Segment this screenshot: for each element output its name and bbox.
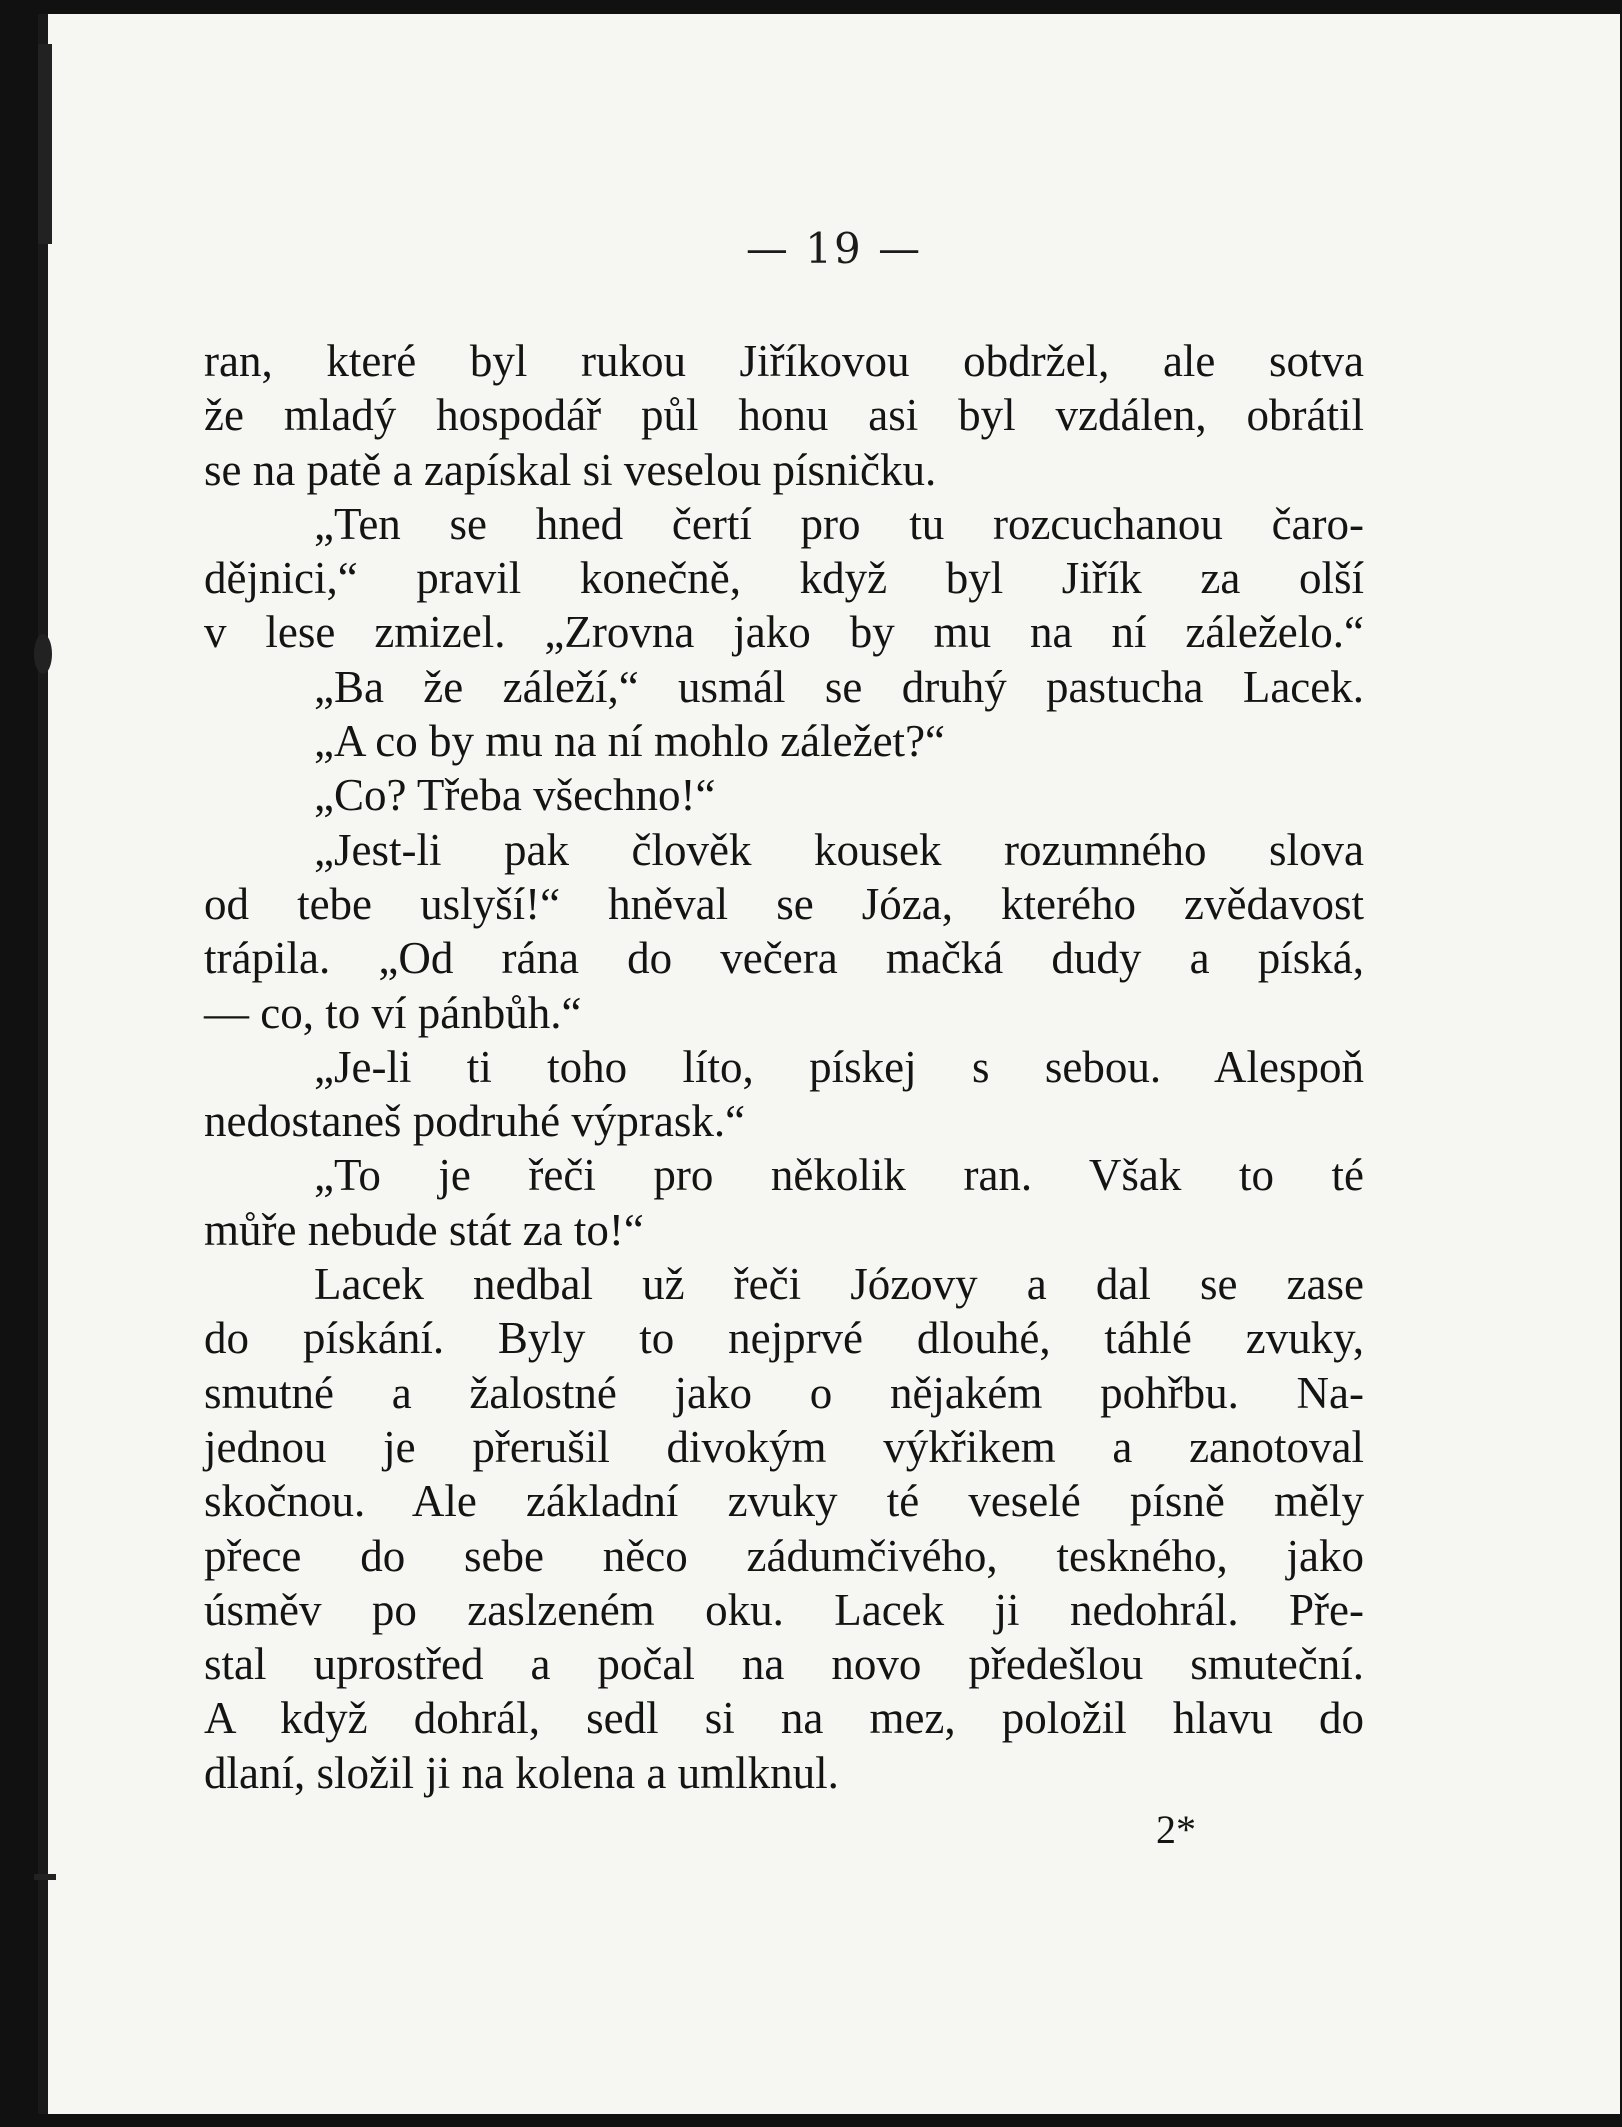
page-number: — 19 —	[745, 224, 923, 273]
spine-mark-top	[38, 44, 52, 244]
text-line: můře nebude stát za to!“	[204, 1204, 644, 1255]
text-line: od tebe uslyší!“ hněval se Józa, kterého zvědavost	[204, 878, 1364, 929]
text-line: skočnou. Ale základní zvuky té veselé písně měly	[204, 1476, 1364, 1527]
text-line: dlaní, složil ji na kolena a umlknul.	[204, 1747, 839, 1798]
spine-mark-bottom	[34, 1874, 56, 1880]
text-line: jednou je přerušil divokým výkřikem a zanotoval	[204, 1421, 1364, 1472]
text-line: „Je-li ti toho líto, pískej s sebou. Alespoň	[314, 1041, 1364, 1092]
text-line: „Ten se hned čertí pro tu rozcuchanou čaro-	[314, 498, 1364, 549]
text-line: že mladý hospodář půl honu asi byl vzdálen, obrátil	[204, 390, 1364, 441]
signature-mark: 2*	[1156, 1807, 1196, 1852]
text-line: stal uprostřed a počal na novo předešlou smuteční.	[204, 1639, 1364, 1690]
text-line: trápila. „Od rána do večera mačká dudy a píská,	[204, 933, 1364, 984]
text-line: — co, to ví pánbůh.“	[204, 987, 582, 1038]
text-line: smutné a žalostné jako o nějakém pohřbu. Na-	[204, 1367, 1364, 1418]
text-line: přece do sebe něco zádumčivého, teskného, jako	[204, 1530, 1364, 1581]
text-line: dějnici,“ pravil konečně, když byl Jiřík za olší	[204, 553, 1364, 604]
text-line: úsměv po zaslzeném oku. Lacek ji nedohrál. Pře-	[204, 1584, 1364, 1635]
text-line: nedostaneš podruhé výprask.“	[204, 1096, 746, 1147]
text-line: „Jest-li pak člověk kousek rozumného slova	[314, 824, 1364, 875]
text-line: ran, které byl rukou Jiříkovou obdržel, ale sotva	[204, 336, 1364, 386]
text-line: „A co by mu na ní mohlo záležet?“	[314, 716, 946, 767]
spine-mark-mid	[34, 634, 52, 674]
text-line: „Ba že záleží,“ usmál se druhý pastucha Lacek.	[314, 661, 1364, 712]
text-line: A když dohrál, sedl si na mez, položil hlavu do	[204, 1693, 1364, 1744]
body-text	[204, 334, 1364, 1800]
book-page	[38, 14, 1620, 2114]
text-line: Lacek nedbal už řeči Józovy a dal se zase	[314, 1259, 1364, 1310]
text-line: „Co? Třeba všechno!“	[314, 770, 716, 821]
text-line: v lese zmizel. „Zrovna jako by mu na ní záleželo.“	[204, 607, 1364, 658]
text-line: do pískání. Byly to nejprvé dlouhé, táhlé zvuky,	[204, 1313, 1364, 1364]
text-line: se na patě a zapískal si veselou písničku.	[204, 444, 937, 495]
text-line: „To je řeči pro několik ran. Však to té	[314, 1150, 1364, 1201]
